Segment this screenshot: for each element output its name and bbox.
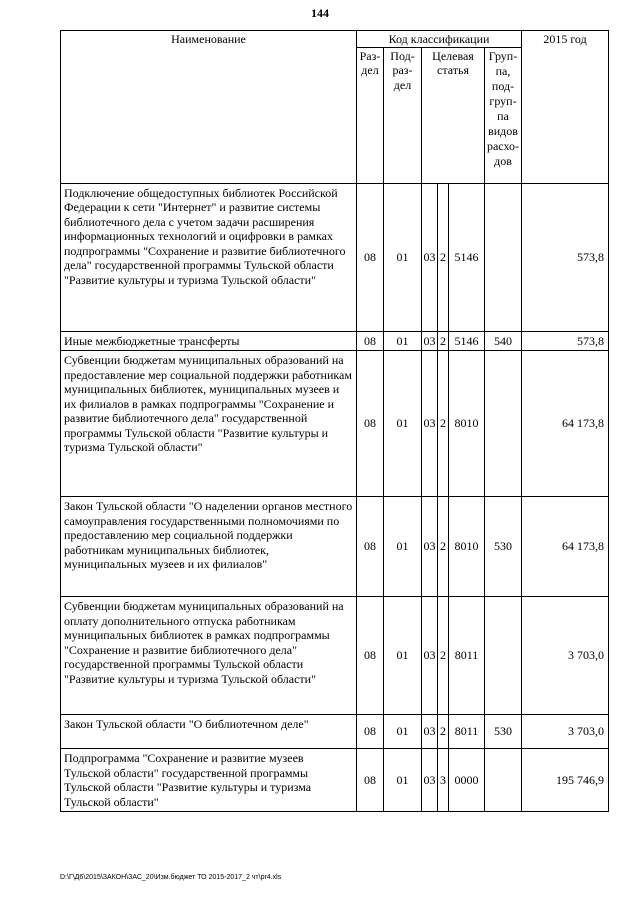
header-group: Груп- па, под- груп- па видов расхо- дов: [485, 47, 522, 183]
footer-path: D:\Г\Д6\2015\ЗАКОН\ЗАС_20\Изм.бюджет ТО 2015-2017_2 чт\pr4.xls: [60, 874, 282, 881]
row-name: Подключение общедоступных библиотек Российской Федерации к сети "Интернет" и развитие системы библиотечного дела с учетом задачи расширения информационных технологий и оцифровки в рамках подпрограммы "Сохранение и развитие библиотечного дела" государственной программы Тульской области "Развитие культуры и туризма Тульской области": [61, 183, 357, 331]
row-expense-group: 540: [485, 331, 522, 351]
row-subsection: 01: [384, 331, 422, 351]
row-target-subprogram: 2: [438, 331, 449, 351]
table-header: [61, 31, 609, 184]
row-name: Закон Тульской области "О наделении органов местного самоуправления государственными полномочиями по предоставлению мер социальной поддержки работникам муниципальных библиотек, муниципальных музеев и их филиалов": [61, 497, 357, 597]
table-row: [61, 497, 609, 597]
row-name: Субвенции бюджетам муниципальных образований на предоставление мер социальной поддержки работникам муниципальных библиотек, муниципальных музеев и их филиалов в рамках подпрограммы "Сохранение и развитие библиотечного дела" государственной программы Тульской области "Развитие культуры и туризма Тульской области": [61, 351, 357, 497]
table-body: [61, 183, 609, 812]
budget-table: [60, 30, 609, 812]
row-name: Субвенции бюджетам муниципальных образований на оплату дополнительного отпуска работникам муниципальных библиотек в рамках подпрограммы "Сохранение и развитие библиотечного дела" государственной программы Тульской области "Развитие культуры и туризма Тульской области": [61, 597, 357, 715]
row-expense-group: [485, 749, 522, 812]
row-name: Иные межбюджетные трансферты: [61, 331, 357, 351]
row-target-subprogram: 2: [438, 183, 449, 331]
row-target-subprogram: 2: [438, 497, 449, 597]
header-code-group: Код классификации: [357, 31, 522, 48]
row-amount: 195 746,9: [522, 749, 609, 812]
row-amount: 573,8: [522, 331, 609, 351]
row-target-program: 03: [422, 597, 438, 715]
row-section: 08: [357, 749, 384, 812]
row-target-program: 03: [422, 715, 438, 749]
row-target-direction: 8010: [449, 497, 485, 597]
table-row: [61, 183, 609, 331]
row-subsection: 01: [384, 497, 422, 597]
row-target-direction: 5146: [449, 331, 485, 351]
row-section: 08: [357, 351, 384, 497]
row-subsection: 01: [384, 183, 422, 331]
row-section: 08: [357, 331, 384, 351]
row-expense-group: [485, 597, 522, 715]
row-amount: 573,8: [522, 183, 609, 331]
header-target: Целевая статья: [422, 47, 485, 183]
table-row: [61, 715, 609, 749]
row-target-program: 03: [422, 183, 438, 331]
header-name: Наименование: [61, 31, 357, 184]
table-row: [61, 749, 609, 812]
row-amount: 3 703,0: [522, 715, 609, 749]
row-target-program: 03: [422, 749, 438, 812]
row-subsection: 01: [384, 597, 422, 715]
row-target-program: 03: [422, 497, 438, 597]
row-subsection: 01: [384, 749, 422, 812]
row-target-subprogram: 2: [438, 351, 449, 497]
row-section: 08: [357, 183, 384, 331]
row-expense-group: [485, 351, 522, 497]
row-amount: 3 703,0: [522, 597, 609, 715]
row-name: Подпрограмма "Сохранение и развитие музеев Тульской области" государственной программы Тульской области "Развитие культуры и туризма Тульской области": [61, 749, 357, 812]
row-expense-group: 530: [485, 715, 522, 749]
row-target-direction: 8010: [449, 351, 485, 497]
row-target-subprogram: 2: [438, 597, 449, 715]
row-amount: 64 173,8: [522, 497, 609, 597]
row-name: Закон Тульской области "О библиотечном деле": [61, 715, 357, 749]
row-section: 08: [357, 597, 384, 715]
table-row: [61, 597, 609, 715]
row-subsection: 01: [384, 715, 422, 749]
row-target-direction: 8011: [449, 715, 485, 749]
row-target-direction: 0000: [449, 749, 485, 812]
table-row: [61, 331, 609, 351]
header-year: 2015 год: [522, 31, 609, 184]
page-number: 144: [311, 6, 329, 20]
row-section: 08: [357, 715, 384, 749]
row-amount: 64 173,8: [522, 351, 609, 497]
row-target-program: 03: [422, 331, 438, 351]
row-subsection: 01: [384, 351, 422, 497]
header-subsection: Под- раз- дел: [384, 47, 422, 183]
row-section: 08: [357, 497, 384, 597]
row-target-subprogram: 2: [438, 715, 449, 749]
row-target-direction: 5146: [449, 183, 485, 331]
row-expense-group: [485, 183, 522, 331]
row-target-subprogram: 3: [438, 749, 449, 812]
table-row: [61, 351, 609, 497]
row-expense-group: 530: [485, 497, 522, 597]
row-target-program: 03: [422, 351, 438, 497]
header-section: Раз- дел: [357, 47, 384, 183]
row-target-direction: 8011: [449, 597, 485, 715]
